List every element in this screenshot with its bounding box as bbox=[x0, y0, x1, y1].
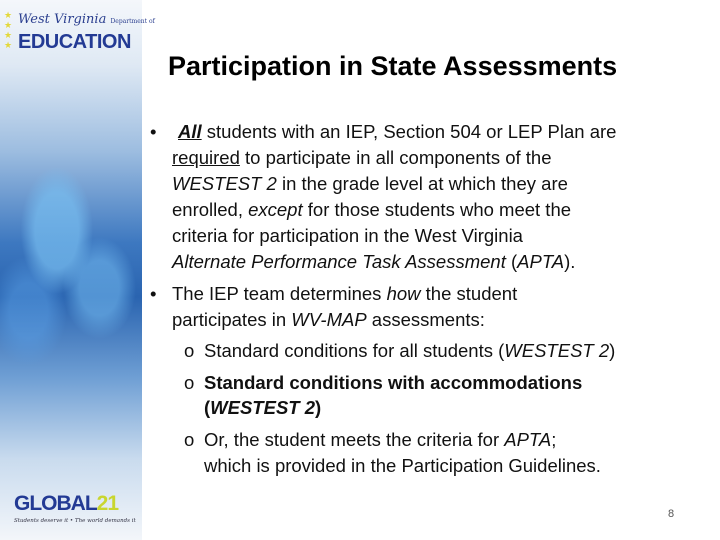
text-line: Alternate Performance Task Assessment (APTA). bbox=[172, 251, 576, 272]
slide-title: Participation in State Assessments bbox=[168, 51, 618, 81]
global21-logo bbox=[14, 492, 144, 528]
stars-icon: ★ ★ ★ ★ bbox=[4, 10, 13, 50]
logo-tagline: Students deserve it • The world demands it bbox=[14, 518, 136, 524]
logo-dept: Department of bbox=[110, 18, 155, 25]
text-line: enrolled, except for those students who meet the bbox=[172, 199, 572, 220]
text-line: Or, the student meets the criteria for APTA; bbox=[204, 429, 557, 450]
world-map-image bbox=[0, 150, 142, 380]
text-line: (WESTEST 2) bbox=[204, 397, 322, 418]
logo-21: 21 bbox=[96, 492, 119, 515]
logo-text: West Virginia bbox=[18, 12, 107, 27]
sub-bullet-marker: o bbox=[184, 372, 195, 393]
text-line: All students with an IEP, Section 504 or LEP Plan are bbox=[178, 121, 617, 142]
text-line: criteria for participation in the West Virginia bbox=[172, 225, 523, 246]
bullet-marker: • bbox=[150, 283, 157, 304]
page-number: 8 bbox=[668, 508, 675, 520]
sub-bullet-marker: o bbox=[184, 429, 195, 450]
sub-bullet-marker: o bbox=[184, 340, 195, 361]
text-line: Standard conditions with accommodations bbox=[204, 372, 583, 393]
text-line: WESTEST 2 in the grade level at which they are bbox=[172, 173, 568, 194]
logo-global: GLOBAL bbox=[14, 492, 97, 515]
text-line: Standard conditions for all students (WESTEST 2) bbox=[204, 340, 616, 361]
sidebar-decoration bbox=[0, 0, 155, 540]
wv-education-logo bbox=[4, 8, 154, 58]
text-line: which is provided in the Participation Guidelines. bbox=[204, 455, 601, 476]
text-line: required to participate in all components of the bbox=[172, 147, 552, 168]
text-line: The IEP team determines how the student bbox=[172, 283, 518, 304]
logo-education: EDUCATION bbox=[18, 31, 131, 53]
bullet-marker: • bbox=[150, 121, 157, 142]
text-line: participates in WV-MAP assessments: bbox=[172, 309, 485, 330]
